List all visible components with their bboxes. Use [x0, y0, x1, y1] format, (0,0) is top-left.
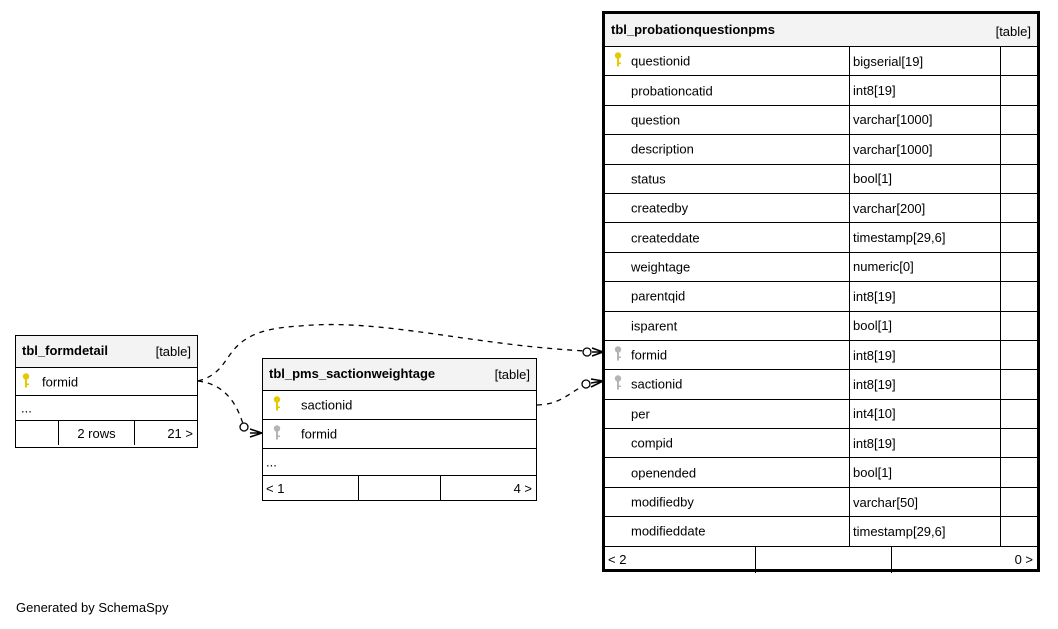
link-saction-to-probation-sactionid — [537, 384, 586, 405]
column-list — [605, 47, 1037, 547]
table-footer — [263, 476, 536, 500]
column-row[interactable] — [605, 165, 1037, 194]
column-type: bool[1] — [849, 165, 1001, 193]
foreign-key-icon — [613, 346, 623, 365]
column-type: int8[19] — [849, 341, 1001, 369]
children-link[interactable]: 4 > — [440, 476, 532, 500]
column-name: sactionid — [301, 397, 353, 413]
column-row[interactable] — [605, 282, 1037, 311]
column-row[interactable] — [605, 400, 1037, 429]
column-row[interactable] — [605, 253, 1037, 282]
table-kind: [table] — [494, 367, 530, 382]
primary-key-icon — [613, 52, 623, 71]
more-columns — [16, 396, 197, 421]
column-row[interactable] — [605, 194, 1037, 223]
column-row[interactable] — [605, 517, 1037, 546]
column-type: varchar[200] — [849, 194, 1001, 222]
table-name: tbl_formdetail — [22, 343, 108, 358]
table-name: tbl_probationquestionpms — [611, 22, 775, 37]
table-kind: [table] — [155, 344, 191, 359]
column-type: bigserial[19] — [849, 47, 1001, 75]
rows-count — [358, 476, 440, 500]
table-footer — [605, 547, 1037, 573]
primary-key-icon — [21, 372, 31, 391]
column-type: numeric[0] — [849, 253, 1001, 281]
column-type: varchar[50] — [849, 488, 1001, 516]
many-marker — [250, 429, 262, 437]
column-name: probationcatid — [631, 83, 713, 99]
column-row[interactable] — [605, 458, 1037, 487]
column-name: parentqid — [631, 288, 686, 304]
table-header — [263, 359, 536, 391]
link-formdetail-to-saction-formid — [198, 381, 244, 427]
column-name: description — [631, 141, 694, 157]
table-name: tbl_pms_sactionweightage — [269, 366, 436, 381]
ellipsis: ... — [266, 454, 277, 470]
column-type: int8[19] — [849, 76, 1001, 104]
foreign-key-icon — [272, 425, 282, 444]
optional-marker — [582, 380, 590, 388]
column-row[interactable] — [605, 429, 1037, 458]
table-formdetail[interactable] — [15, 335, 198, 448]
children-link[interactable]: 21 > — [134, 421, 193, 445]
column-name: formid — [631, 347, 668, 363]
column-type: bool[1] — [849, 458, 1001, 486]
rows-count: 2 rows — [58, 421, 134, 445]
column-type: timestamp[29,6] — [849, 517, 1001, 545]
column-type: int8[19] — [849, 370, 1001, 398]
ellipsis: ... — [21, 400, 32, 416]
column-row[interactable] — [605, 341, 1037, 370]
column-row[interactable] — [605, 312, 1037, 341]
table-kind: [table] — [995, 24, 1031, 39]
column-name: questionid — [631, 53, 691, 69]
column-name: modifieddate — [631, 523, 706, 539]
primary-key-icon — [272, 396, 282, 415]
column-row[interactable] — [16, 368, 197, 396]
column-row[interactable] — [605, 47, 1037, 76]
rows-count — [755, 547, 891, 573]
column-row[interactable] — [605, 76, 1037, 105]
parents-link[interactable]: < 2 — [608, 552, 627, 568]
more-columns — [263, 449, 536, 476]
column-row[interactable] — [605, 223, 1037, 252]
column-name: compid — [631, 435, 673, 451]
column-row[interactable] — [263, 420, 536, 449]
optional-marker — [583, 348, 591, 356]
generated-by-label: Generated by SchemaSpy — [16, 600, 169, 615]
column-name: createddate — [631, 230, 700, 246]
column-name: createdby — [631, 200, 689, 216]
table-header — [16, 336, 197, 368]
children-link[interactable]: 0 > — [891, 547, 1033, 573]
column-row[interactable] — [605, 135, 1037, 164]
column-name: sactionid — [631, 376, 683, 392]
column-name: isparent — [631, 318, 678, 334]
table-probationquestionpms[interactable] — [602, 11, 1040, 572]
column-type: int8[19] — [849, 282, 1001, 310]
table-footer — [16, 421, 197, 445]
column-type: int8[19] — [849, 429, 1001, 457]
column-name: status — [631, 171, 666, 187]
column-type: varchar[1000] — [849, 106, 1001, 134]
column-type: int4[10] — [849, 400, 1001, 428]
column-row[interactable] — [605, 488, 1037, 517]
column-type: bool[1] — [849, 312, 1001, 340]
column-type: varchar[1000] — [849, 135, 1001, 163]
column-name: formid — [301, 426, 338, 442]
column-name: modifiedby — [631, 494, 694, 510]
column-name: openended — [631, 465, 697, 481]
column-row[interactable] — [605, 370, 1037, 399]
column-name: weightage — [631, 259, 691, 275]
column-name: per — [631, 406, 650, 422]
column-row[interactable] — [605, 106, 1037, 135]
foreign-key-icon — [613, 375, 623, 394]
parents-link[interactable]: < 1 — [266, 480, 285, 496]
optional-marker — [240, 423, 248, 431]
column-row[interactable] — [263, 391, 536, 420]
column-name: question — [631, 112, 681, 128]
column-name: formid — [42, 374, 79, 389]
column-type: timestamp[29,6] — [849, 223, 1001, 251]
table-sactionweightage[interactable] — [262, 358, 537, 501]
table-header — [605, 14, 1037, 47]
